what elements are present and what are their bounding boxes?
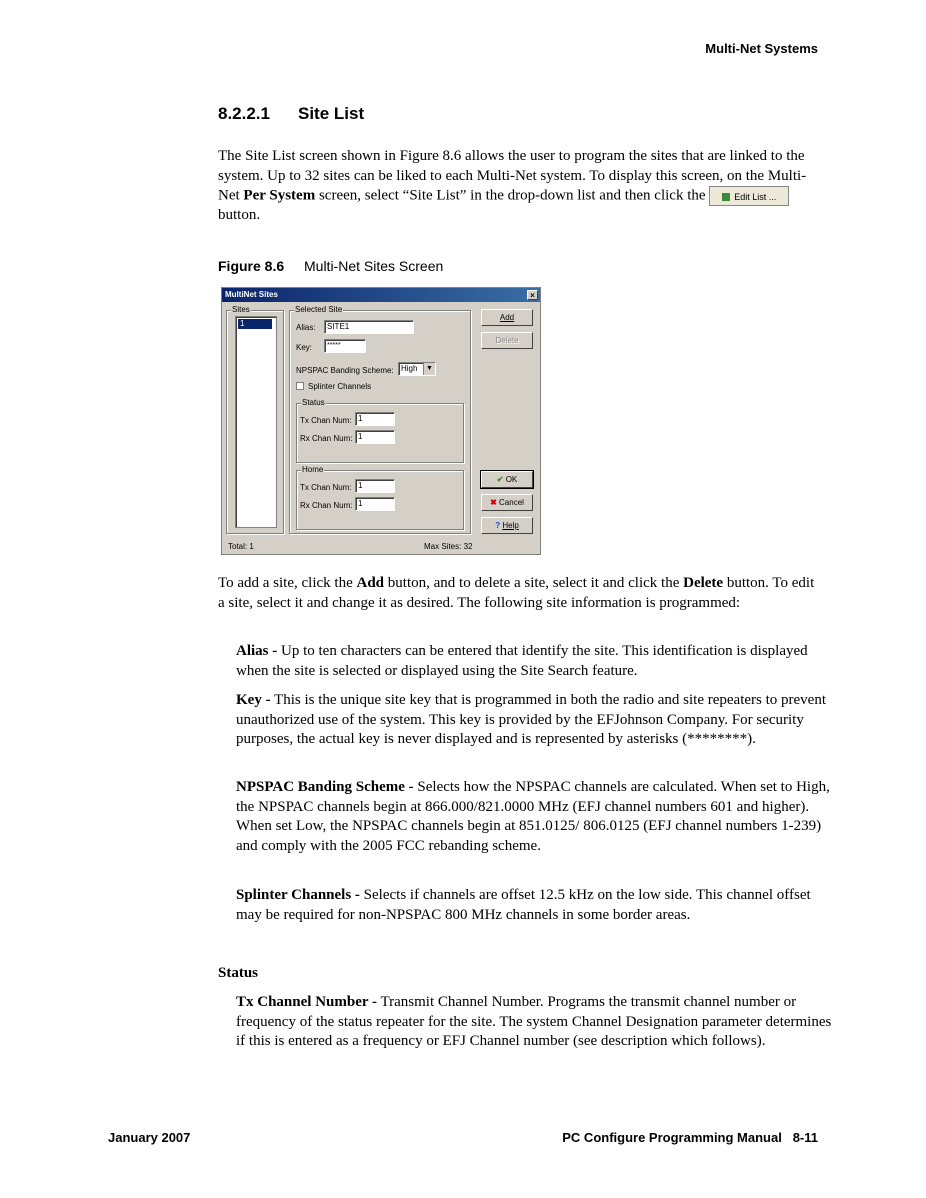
intro-text-2: screen, select “Site List” in the drop-down list and then click the (315, 187, 710, 204)
selected-site-group (289, 305, 471, 534)
cancel-button[interactable] (481, 494, 533, 511)
status-rx-input[interactable]: 1 (355, 430, 395, 444)
edit-list-label: Edit List ... (734, 192, 777, 202)
help-label: Help (502, 521, 519, 530)
add-label: Add (499, 313, 515, 322)
ok-button[interactable] (481, 471, 533, 488)
ok-label: OK (505, 475, 518, 484)
splinter-label: Splinter Channels (308, 382, 372, 391)
para2-bold-delete: Delete (683, 575, 724, 591)
status-tx-label: Tx Chan Num: (300, 416, 352, 425)
figure-caption (218, 258, 443, 274)
splinter-item (218, 886, 836, 925)
alias-label: Alias: (296, 323, 316, 332)
sites-group-label: Sites (232, 305, 250, 314)
figure-label: Figure 8.6 (218, 258, 285, 274)
item-text: Selects how the NPSPAC channels are calculated. When set to High, the NPSPAC channels begin at 866.000/821.0000 MHz (EFJ channel numbers 601 and higher). When set Low, the NPSPAC channels begin at 851.0125/ 806.0125 (EFJ channel numbers 1-239) and comply with the 2005 FCC rebanding scheme. (236, 779, 830, 854)
home-rx-input[interactable]: 1 (355, 497, 395, 511)
close-icon[interactable]: × (527, 290, 538, 300)
alias-input[interactable]: SITE1 (324, 320, 414, 334)
total-label: Total: 1 (228, 542, 254, 551)
para2-text-a: To add a site, click the (218, 575, 357, 591)
banding-select[interactable] (398, 362, 436, 376)
delete-button[interactable] (481, 332, 533, 349)
multinet-sites-dialog (221, 287, 541, 555)
add-delete-paragraph (218, 574, 818, 613)
item-term: Alias - (236, 643, 278, 659)
tx-channel-item (218, 993, 836, 1052)
home-group-label: Home (302, 465, 324, 474)
status-group (296, 398, 464, 463)
banding-value: High (401, 364, 418, 373)
section-number: 8.2.2.1 (218, 104, 270, 123)
check-icon: ✔ (496, 475, 504, 484)
item-text: Selects if channels are offset 12.5 kHz on the low side. This channel offset may be required for non-NPSPAC 800 MHz channels in some border areas. (236, 887, 811, 923)
key-input[interactable]: ***** (324, 339, 366, 353)
footer-manual: PC Configure Programming Manual (562, 1130, 782, 1145)
intro-text-3: button. (218, 207, 261, 223)
item-term: NPSPAC Banding Scheme - (236, 779, 414, 795)
para2-text-e: button. To edit a site, select it and change it as desired. The following site information is programmed: (218, 575, 815, 611)
status-heading (218, 964, 818, 984)
item-text: Up to ten characters can be entered that identify the site. This identification is displayed when the site is selected or displayed using the Site Search feature. (236, 643, 808, 679)
intro-text-1: The Site List screen shown in Figure 8.6 allows the user to program the sites that are linked to the system. Up to 32 sites can be liked to each Multi-Net system. To display this screen, on the Multi-Net (218, 148, 807, 204)
para2-bold-add: Add (356, 575, 385, 591)
section-heading (218, 104, 364, 124)
home-group (296, 465, 464, 530)
home-rx-label: Rx Chan Num: (300, 501, 353, 510)
status-rx-label: Rx Chan Num: (300, 434, 353, 443)
splinter-checkbox[interactable] (296, 382, 304, 390)
key-item (218, 691, 836, 750)
item-term: Splinter Channels - (236, 887, 360, 903)
status-group-label: Status (302, 398, 325, 407)
edit-list-button (709, 186, 789, 206)
max-sites-label: Max Sites: 32 (424, 542, 473, 551)
sites-listbox[interactable] (235, 316, 277, 528)
footer-page: 8-11 (792, 1130, 818, 1145)
item-text: Transmit Channel Number. Programs the transmit channel number or frequency of the status repeater for the site. The system Channel Designation parameter determines if this is entered as a frequency or EFJ Channel number (see description which follows). (236, 994, 832, 1049)
footer-date: January 2007 (108, 1130, 191, 1145)
status-heading-text: Status (218, 965, 259, 981)
figure-title: Multi-Net Sites Screen (304, 258, 444, 274)
list-item[interactable]: 1 (238, 319, 272, 329)
section-title: Site List (298, 104, 365, 123)
home-tx-label: Tx Chan Num: (300, 483, 352, 492)
home-tx-input[interactable]: 1 (355, 479, 395, 493)
key-label: Key: (296, 343, 313, 352)
selected-site-label: Selected Site (295, 305, 343, 314)
running-header: Multi-Net Systems (705, 41, 818, 56)
status-tx-input[interactable]: 1 (355, 412, 395, 426)
sites-group (226, 305, 284, 534)
dialog-titlebar (222, 288, 540, 302)
delete-label: Delete (495, 336, 519, 345)
banding-item (218, 778, 836, 856)
item-text: This is the unique site key that is programmed in both the radio and site repeaters to prevent unauthorized use of the system. This key is provided by the EFJohnson Company. For security purposes, the actual key is never displayed and is represented by asterisks (********). (236, 692, 826, 747)
help-icon: ? (495, 521, 501, 530)
alias-item (218, 642, 836, 681)
list-icon (722, 193, 730, 201)
footer-right (562, 1130, 818, 1145)
x-icon: ✖ (490, 498, 497, 507)
help-button[interactable] (481, 517, 533, 534)
dialog-title: MultiNet Sites (225, 290, 278, 299)
item-term: Tx Channel Number - (236, 994, 377, 1010)
chevron-down-icon[interactable]: ▼ (423, 363, 435, 375)
add-button[interactable] (481, 309, 533, 326)
intro-paragraph (218, 147, 818, 226)
cancel-label: Cancel (499, 498, 524, 507)
para2-text-c: button, and to delete a site, select it and click the (384, 575, 684, 591)
banding-label: NPSPAC Banding Scheme: (296, 366, 394, 375)
item-term: Key - (236, 692, 271, 708)
intro-bold: Per System (243, 187, 316, 204)
